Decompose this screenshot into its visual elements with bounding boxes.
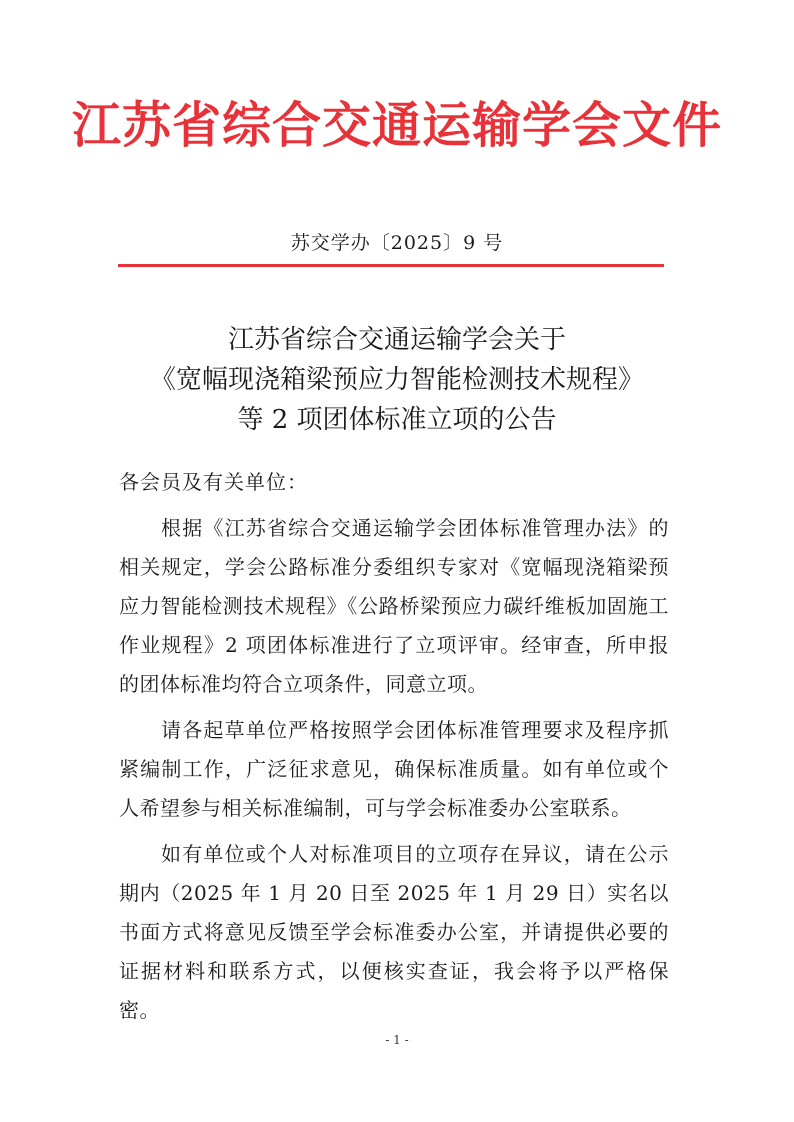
title-line-1: 江苏省综合交通运输学会关于: [227, 325, 566, 355]
paragraph-3: 如有单位或个人对标准项目的立项存在异议，请在公示期内（2025 年 1 月 20 日至 2025 年 1 月 29 日）实名以书面方式将意见反馈至学会标准委办公室，并请提供必要的证据材料和联系方式，以便核实查证，我会将予以严格保密。: [119, 842, 669, 1022]
red-header-title: 江苏省综合交通运输学会文件: [71, 96, 722, 154]
notice-title: [0, 320, 794, 440]
document-number: 苏交学办〔2025〕9 号: [290, 232, 504, 254]
red-divider-line: [118, 264, 664, 267]
paragraph-2: 请各起草单位严格按照学会团体标准管理要求及程序抓紧编制工作，广泛征求意见，确保标准质量。如有单位或个人希望参与相关标准编制，可与学会标准委办公室联系。: [119, 718, 669, 820]
paragraph-1: 根据《江苏省综合交通运输学会团体标准管理办法》的相关规定，学会公路标准分委组织专家对《宽幅现浇箱梁预应力智能检测技术规程》《公路桥梁预应力碳纤维板加固施工作业规程》2 项团体标准进行了立项评审。经审查，所申报的团体标准均符合立项条件，同意立项。: [119, 516, 669, 696]
title-line-3: 等 2 项团体标准立项的公告: [237, 405, 557, 435]
salutation: 各会员及有关单位：: [119, 470, 308, 494]
title-line-2: 《宽幅现浇箱梁预应力智能检测技术规程》: [149, 365, 644, 395]
page-number: - 1 -: [385, 1033, 409, 1047]
notice-body: [119, 463, 669, 1030]
